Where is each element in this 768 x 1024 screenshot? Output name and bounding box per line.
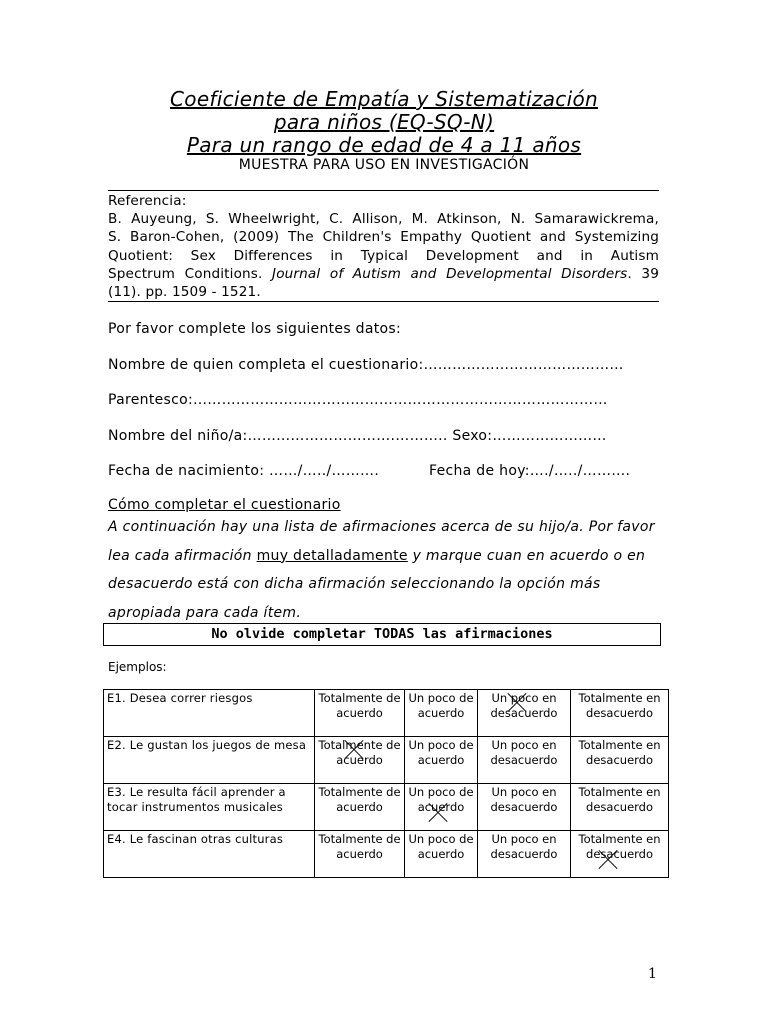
child-name-sex-field[interactable]: Nombre del niño/a:………………………….……….. Sexo:……………………	[108, 428, 607, 444]
divider-bottom	[108, 301, 659, 302]
example-question: E2. Le gustan los juegos de mesa	[104, 737, 315, 784]
example-question: E1. Desea correr riesgos	[104, 690, 315, 737]
reference-label: Referencia:	[108, 193, 187, 209]
option-label: Totalmente de acuerdo	[318, 832, 401, 861]
option-label: Totalmente en desacuerdo	[578, 785, 661, 814]
title-line-2: para niños (EQ-SQ-N)	[273, 110, 495, 134]
example-option[interactable]	[477, 784, 570, 831]
reference-text: . 39	[627, 265, 659, 282]
cross-mark-icon	[597, 849, 619, 871]
option-label: Un poco en desacuerdo	[490, 785, 558, 814]
form-intro: Por favor complete los siguientes datos:	[108, 321, 402, 337]
instructions-text: A continuación hay una lista de afirmaciones acerca de su hijo/a. Por favor lea cada afirmación	[108, 519, 655, 564]
example-option[interactable]	[571, 784, 669, 831]
journal-name: Journal of Autism and Developmental Disorders	[272, 265, 628, 282]
option-label: Totalmente en desacuerdo	[578, 738, 661, 767]
reference-line	[108, 265, 659, 283]
example-question: E3. Le resulta fácil aprender a tocar instrumentos musicales	[104, 784, 315, 831]
example-option[interactable]	[477, 831, 570, 878]
title-block	[104, 88, 664, 173]
reference-line: S. Baron-Cohen, (2009) The Children's Empathy Quotient and Systemizing	[108, 229, 659, 246]
option-label: Totalmente de acuerdo	[318, 738, 401, 767]
option-label: Un poco en desacuerdo	[490, 738, 558, 767]
option-label: Un poco en desacuerdo	[490, 832, 558, 861]
option-label: Totalmente de acuerdo	[318, 785, 401, 814]
cross-mark-icon	[427, 802, 449, 824]
option-label: Totalmente de acuerdo	[318, 691, 401, 720]
example-option[interactable]	[571, 737, 669, 784]
cross-mark-icon	[343, 739, 365, 761]
cross-mark-icon	[506, 692, 528, 714]
example-row	[104, 690, 669, 737]
example-option[interactable]	[315, 690, 405, 737]
instructions-emphasis: muy detalladamente	[256, 547, 408, 564]
option-label: Un poco en desacuerdo	[490, 691, 558, 720]
reference-block	[108, 192, 659, 301]
example-option[interactable]	[315, 737, 405, 784]
relationship-field[interactable]: Parentesco:……………………………………………………………………………	[108, 392, 608, 408]
option-label: Un poco de acuerdo	[408, 738, 474, 767]
instructions-text: y marque cuan en acuerdo o en desacuerdo está con dicha afirmación seleccionando la opción más apropiada para cada ítem.	[108, 547, 646, 621]
today-date-field[interactable]: Fecha de hoy:…./…../……….	[429, 463, 631, 479]
example-option[interactable]	[315, 831, 405, 878]
option-label: Un poco de acuerdo	[408, 785, 474, 814]
birth-date-field[interactable]: Fecha de nacimiento: ……/…../……….	[108, 463, 380, 479]
option-label: Un poco de acuerdo	[408, 691, 474, 720]
example-row	[104, 831, 669, 878]
example-option[interactable]	[571, 690, 669, 737]
example-question: E4. Le fascinan otras culturas	[104, 831, 315, 878]
example-option[interactable]	[477, 690, 570, 737]
option-label: Totalmente en desacuerdo	[578, 832, 661, 861]
page-number: 1	[648, 966, 657, 982]
instructions	[108, 513, 660, 627]
reference-line: (11). pp. 1509 - 1521.	[108, 284, 261, 301]
divider-top	[108, 190, 659, 191]
completer-name-field[interactable]: Nombre de quien completa el cuestionario:……………………………………	[108, 357, 624, 373]
example-option[interactable]	[405, 784, 478, 831]
example-option[interactable]	[405, 690, 478, 737]
examples-table	[103, 689, 669, 878]
example-option[interactable]	[405, 831, 478, 878]
title-line-3: Para un rango de edad de 4 a 11 años	[186, 133, 582, 157]
how-to-title: Cómo completar el cuestionario	[108, 497, 341, 513]
example-option[interactable]	[405, 737, 478, 784]
reference-line: B. Auyeung, S. Wheelwright, C. Allison, M. Atkinson, N. Samarawickrema,	[108, 211, 659, 228]
example-option[interactable]	[315, 784, 405, 831]
subtitle: MUESTRA PARA USO EN INVESTIGACIÓN	[238, 157, 530, 173]
reference-line: Quotient: Sex Differences in Typical Development and in Autism	[108, 247, 659, 264]
notice-box: No olvide completar TODAS las afirmaciones	[103, 623, 661, 646]
examples-label: Ejemplos:	[108, 660, 167, 674]
example-option[interactable]	[477, 737, 570, 784]
title-line-1: Coeficiente de Empatía y Sistematización	[170, 87, 598, 111]
option-label: Totalmente en desacuerdo	[578, 691, 661, 720]
example-option[interactable]	[571, 831, 669, 878]
reference-text: Spectrum Conditions.	[108, 265, 273, 282]
example-row	[104, 737, 669, 784]
option-label: Un poco de acuerdo	[408, 832, 474, 861]
example-row	[104, 784, 669, 831]
